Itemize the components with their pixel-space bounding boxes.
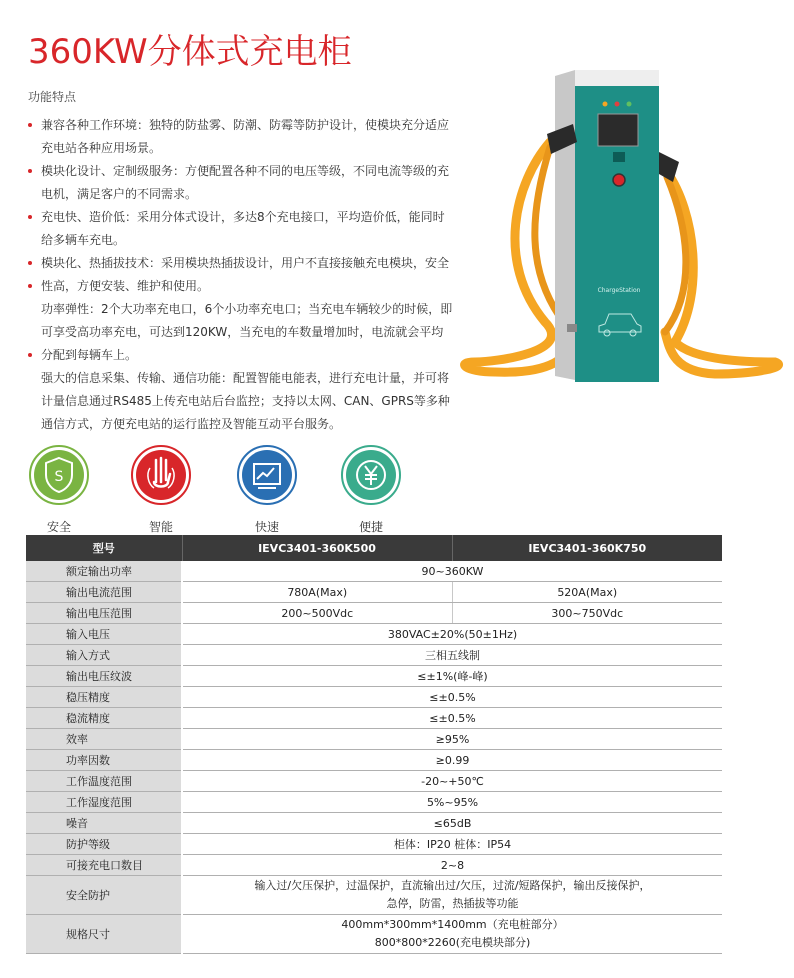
spec-value: 三相五线制 bbox=[182, 645, 722, 666]
icon-label: 快速 bbox=[254, 520, 279, 534]
feature-list bbox=[28, 114, 468, 436]
spec-value: 5%~95% bbox=[182, 792, 722, 813]
feature-line: 给多辆车充电。 bbox=[41, 233, 126, 247]
spec-value-line: 800*800*2260(充电模块部分) bbox=[374, 936, 531, 949]
table-row bbox=[26, 708, 722, 729]
card-reader bbox=[613, 152, 625, 162]
spec-name: 防护等级 bbox=[26, 834, 182, 855]
table-row bbox=[26, 624, 722, 645]
table-row bbox=[26, 645, 722, 666]
table-row bbox=[26, 666, 722, 687]
feature-line: 电机，满足客户的不同需求。 bbox=[41, 187, 198, 201]
right-cable bbox=[665, 172, 779, 374]
spec-value: 780A(Max) bbox=[182, 582, 452, 603]
feature-line: 强大的信息采集、传输、通信功能：配置智能电能表，进行充电计量，并可将 bbox=[41, 371, 450, 385]
feature-icon-safe bbox=[24, 444, 94, 535]
spec-value: 柜体：IP20 桩体：IP54 bbox=[182, 834, 722, 855]
feature-line: 分配到每辆车上。 bbox=[28, 344, 468, 367]
feature-line: 性高，方便安装、维护和使用。 bbox=[28, 275, 468, 298]
spec-value bbox=[182, 915, 722, 954]
bullet-dot-icon bbox=[28, 215, 32, 219]
spec-name: 输出电压纹波 bbox=[26, 666, 182, 687]
spec-name: 输入电压 bbox=[26, 624, 182, 645]
spec-value: ≥0.99 bbox=[182, 750, 722, 771]
spec-value: 90~360KW bbox=[182, 561, 722, 582]
cabinet-top bbox=[575, 70, 659, 86]
feature-line: 充电快、造价低：采用分体式设计，多达8个充电接口，平均造价低，能同时 bbox=[28, 206, 468, 229]
fast-chart-icon bbox=[236, 444, 298, 506]
emergency-button bbox=[613, 174, 625, 186]
feature-line: 模块化设计、定制级服务：方便配置各种不同的电压等级，不同电流等级的充 bbox=[28, 160, 468, 183]
spec-value: ≤±0.5% bbox=[182, 708, 722, 729]
table-header-row bbox=[26, 535, 722, 561]
spec-name: 效率 bbox=[26, 729, 182, 750]
spec-value bbox=[182, 876, 722, 915]
table-row bbox=[26, 561, 722, 582]
table-row bbox=[26, 855, 722, 876]
spec-name: 功率因数 bbox=[26, 750, 182, 771]
indicator-light bbox=[627, 102, 632, 107]
table-row bbox=[26, 834, 722, 855]
table-row bbox=[26, 813, 722, 834]
feature-line: 模块化、热插拔技术：采用模块热插拔设计，用户不直接接触充电模块，安全 bbox=[28, 252, 468, 275]
table-row bbox=[26, 750, 722, 771]
charging-station-image bbox=[455, 62, 785, 392]
right-connector bbox=[659, 152, 679, 182]
section-heading: 功能特点 bbox=[28, 90, 77, 104]
feature-icon-smart bbox=[126, 444, 196, 535]
spec-value: 2~8 bbox=[182, 855, 722, 876]
spec-value: 380VAC±20%(50±1Hz) bbox=[182, 624, 722, 645]
indicator-light bbox=[615, 102, 620, 107]
brand-text: ChargeStation bbox=[597, 287, 641, 294]
feature-icon-convenient bbox=[336, 444, 406, 535]
feature-line: 兼容各种工作环境：独特的防盐雾、防潮、防霉等防护设计，使模块充分适应 bbox=[28, 114, 468, 137]
yuan-icon bbox=[340, 444, 402, 506]
table-row bbox=[26, 603, 722, 624]
spec-name: 工作温度范围 bbox=[26, 771, 182, 792]
bullet-dot-icon bbox=[28, 284, 32, 288]
spec-name: 输出电压范围 bbox=[26, 603, 182, 624]
feature-line: 通信方式，方便充电站的运行监控及智能互动平台服务。 bbox=[41, 417, 342, 431]
table-row bbox=[26, 729, 722, 750]
icon-label: 安全 bbox=[46, 520, 71, 534]
icon-label: 智能 bbox=[148, 520, 173, 534]
spec-name: 稳流精度 bbox=[26, 708, 182, 729]
indicator-light bbox=[603, 102, 608, 107]
feature-line: 可享受高功率充电，可达到120KW，当充电的车数量增加时，电流就会平均 bbox=[41, 325, 444, 339]
spec-table bbox=[26, 535, 722, 954]
feature-line: 功率弹性：2个大功率充电口，6个小功率充电口；当充电车辆较少的时候，即 bbox=[41, 302, 453, 316]
spec-value: ≥95% bbox=[182, 729, 722, 750]
feature-line: 充电站各种应用场景。 bbox=[41, 141, 162, 155]
bullet-dot-icon bbox=[28, 169, 32, 173]
spec-value-line: 输入过/欠压保护，过温保护，直流输出过/欠压，过流/短路保护，输出反接保护， bbox=[254, 879, 651, 892]
spec-name: 可接充电口数目 bbox=[26, 855, 182, 876]
bullet-dot-icon bbox=[28, 353, 32, 357]
spec-name: 安全防护 bbox=[26, 876, 182, 915]
spec-name: 规格尺寸 bbox=[26, 915, 182, 954]
column-header: 型号 bbox=[26, 535, 182, 561]
feature-line: 计量信息通过RS485上传充电站后台监控；支持以太网、CAN、GPRS等多种 bbox=[41, 394, 450, 408]
table-row bbox=[26, 582, 722, 603]
spec-value-line: 急停，防雷，热插拔等功能 bbox=[386, 897, 519, 910]
table-row bbox=[26, 792, 722, 813]
bullet-dot-icon bbox=[28, 261, 32, 265]
spec-value-line: 400mm*300mm*1400mm（充电桩部分） bbox=[341, 918, 564, 931]
spec-value: -20~+50℃ bbox=[182, 771, 722, 792]
column-header: IEVC3401-360K500 bbox=[182, 535, 452, 561]
spec-name: 额定输出功率 bbox=[26, 561, 182, 582]
feature-icon-fast bbox=[232, 444, 302, 535]
screen bbox=[598, 114, 638, 146]
cable-port bbox=[567, 324, 577, 332]
table-row bbox=[26, 876, 722, 915]
table-row bbox=[26, 771, 722, 792]
spec-name: 稳压精度 bbox=[26, 687, 182, 708]
bullet-dot-icon bbox=[28, 123, 32, 127]
spec-value: ≤±1%(峰-峰) bbox=[182, 666, 722, 687]
spec-value: ≤±0.5% bbox=[182, 687, 722, 708]
table-row bbox=[26, 915, 722, 954]
svg-text:S: S bbox=[54, 469, 64, 485]
spec-name: 输入方式 bbox=[26, 645, 182, 666]
cabinet-side bbox=[555, 70, 575, 380]
column-header: IEVC3401-360K750 bbox=[452, 535, 722, 561]
spec-value: ≤65dB bbox=[182, 813, 722, 834]
smart-hand-icon bbox=[130, 444, 192, 506]
spec-value: 520A(Max) bbox=[452, 582, 722, 603]
spec-name: 输出电流范围 bbox=[26, 582, 182, 603]
spec-value: 200~500Vdc bbox=[182, 603, 452, 624]
icon-label: 便捷 bbox=[358, 520, 383, 534]
table-row bbox=[26, 687, 722, 708]
spec-value: 300~750Vdc bbox=[452, 603, 722, 624]
spec-name: 工作湿度范围 bbox=[26, 792, 182, 813]
spec-name: 噪音 bbox=[26, 813, 182, 834]
shield-icon bbox=[28, 444, 90, 506]
page-title: 360KW分体式充电柜 bbox=[28, 32, 352, 72]
